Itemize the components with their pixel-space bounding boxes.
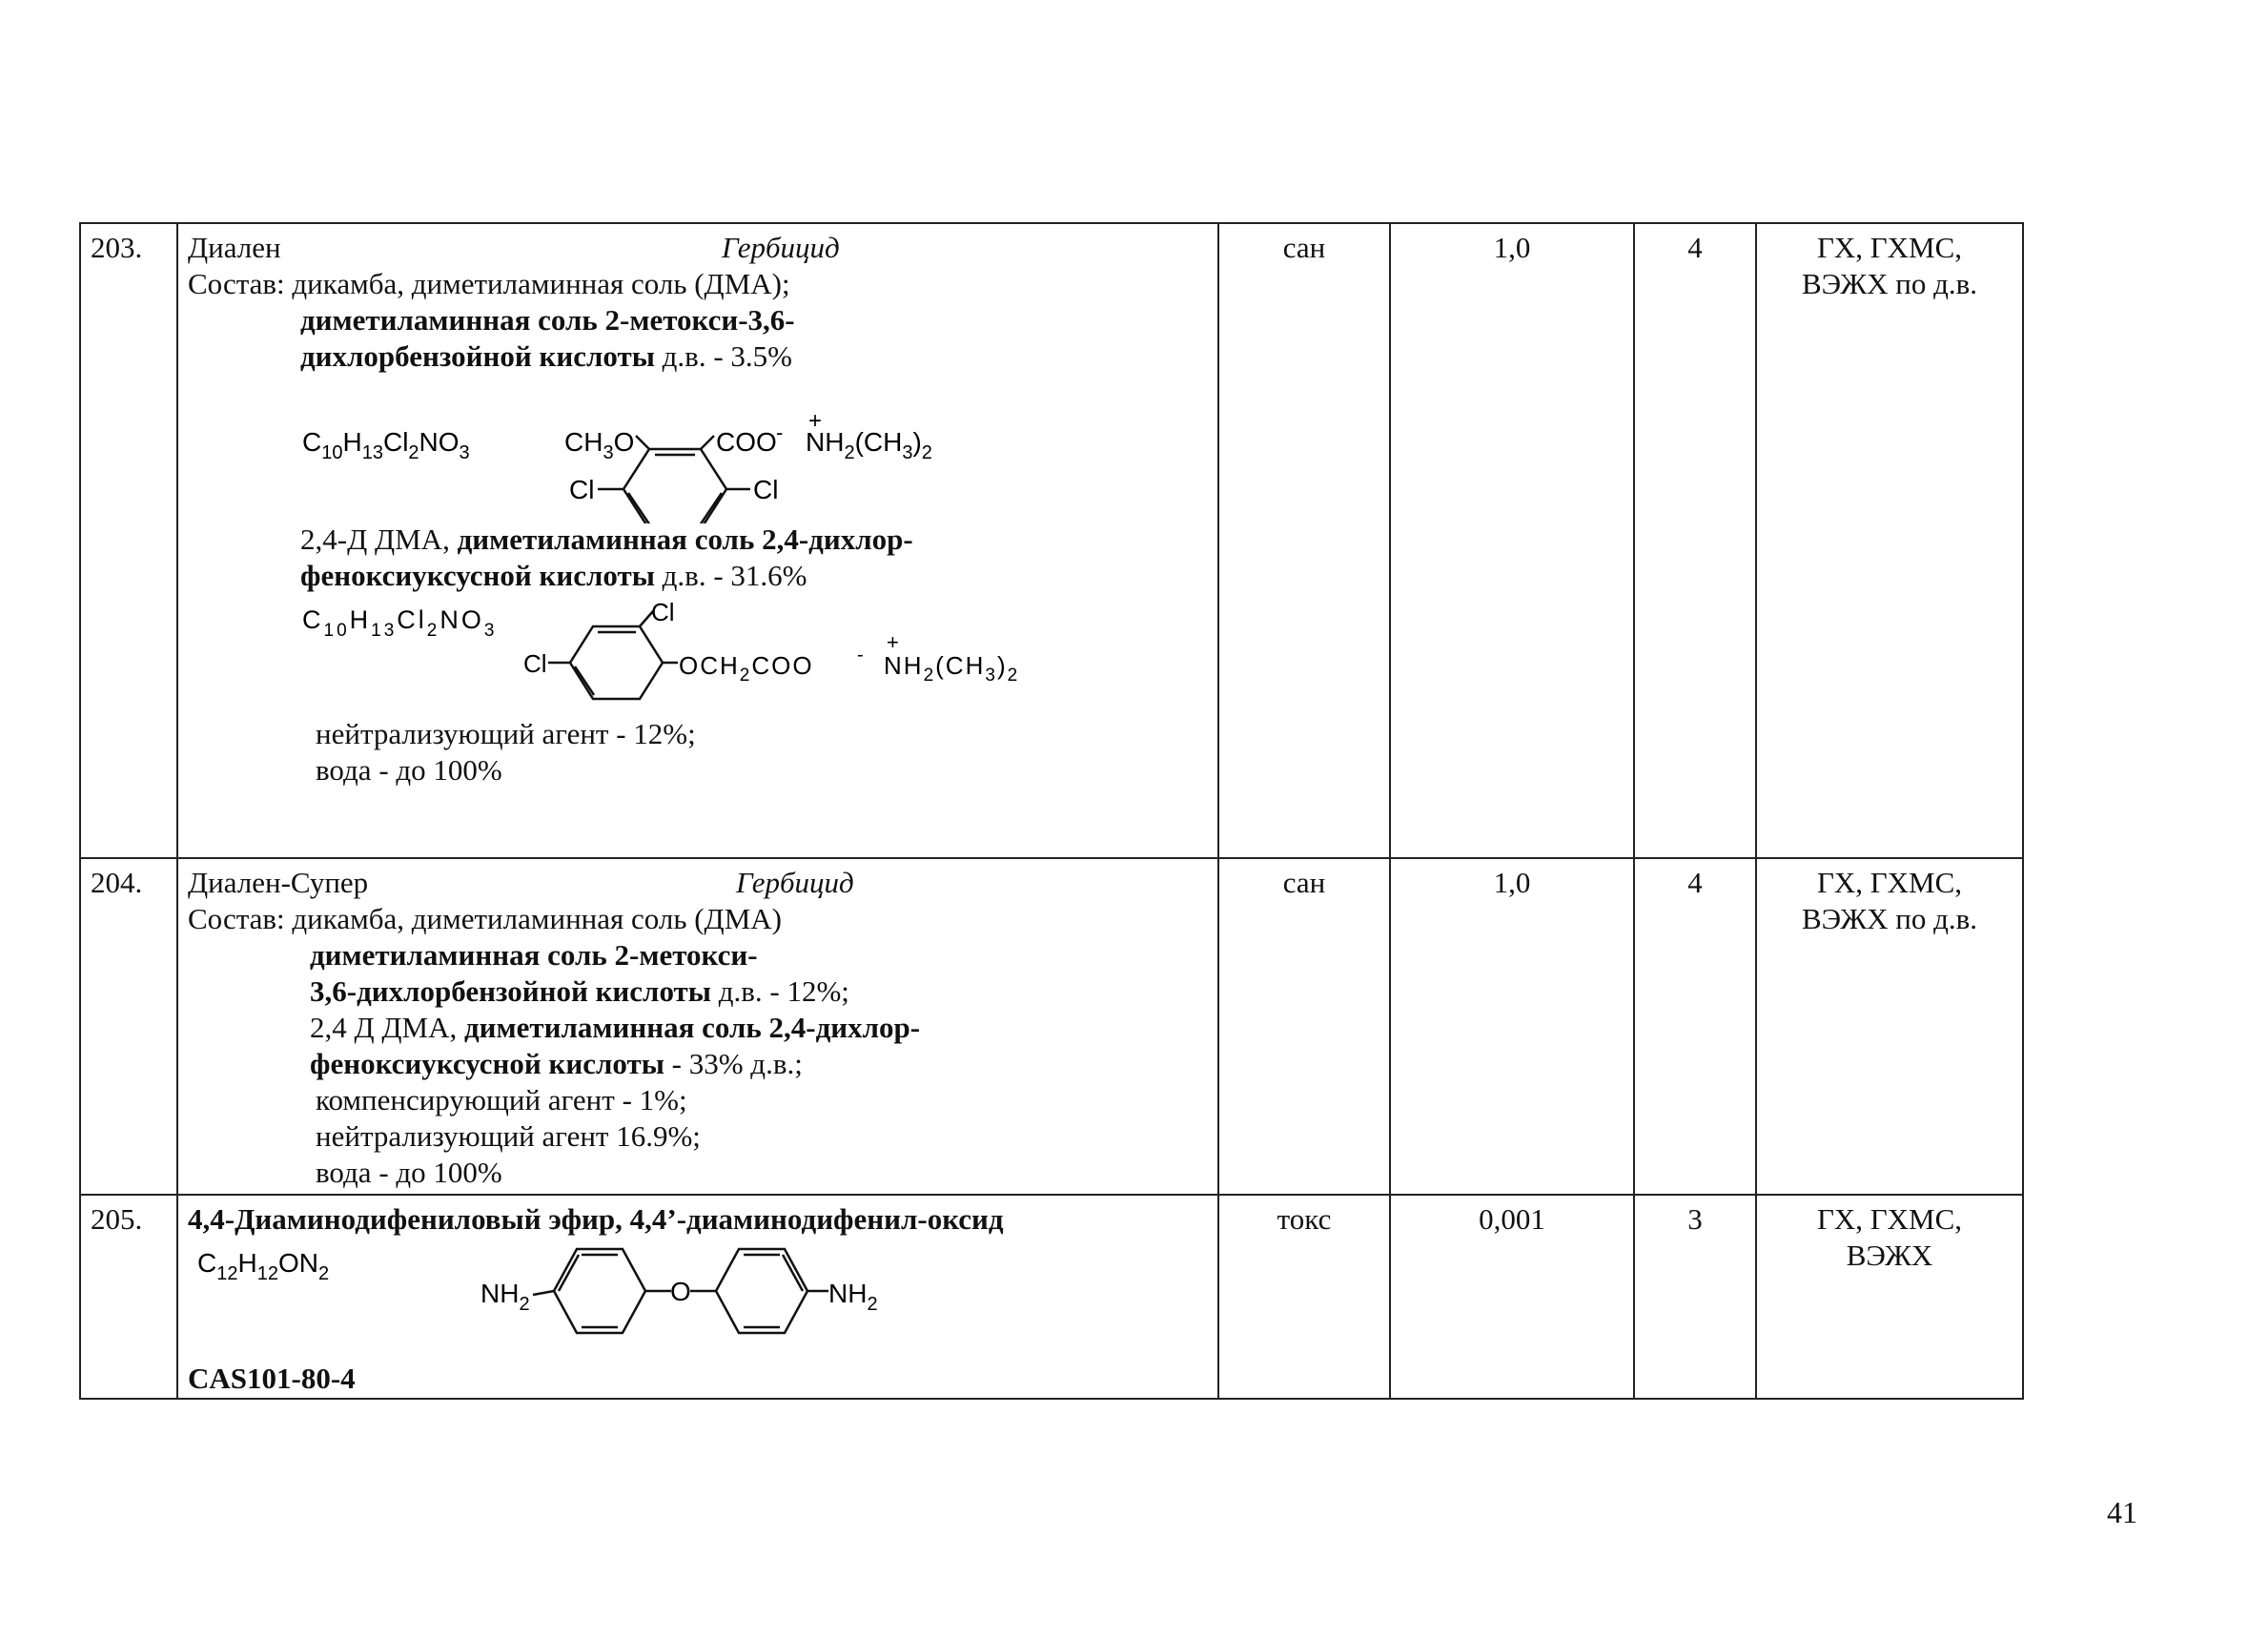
component-1-name-a: диметиламинная соль 2-метокси-3,6-: [300, 303, 795, 337]
substance-type: Гербицид: [736, 866, 854, 899]
substance-name: Диален: [188, 231, 281, 264]
substance-description: [177, 1195, 1218, 1399]
24d-structure: [188, 600, 1189, 712]
component-2-content: - 33% д.в.;: [664, 1047, 803, 1080]
water-content: вода - до 100%: [316, 1156, 502, 1189]
method-line-2: ВЭЖХ по д.в.: [1801, 902, 1978, 935]
method-line-1: ГХ, ГХМС,: [1816, 866, 1963, 899]
analysis-method: [1756, 223, 2023, 858]
method-line-1: ГХ, ГХМС,: [1816, 1202, 1963, 1236]
chloro-para: Cl: [523, 649, 547, 678]
chloro-right: Cl: [753, 475, 779, 504]
composition-intro: дикамба, диметиламинная соль (ДМА): [292, 902, 782, 935]
ether-oxygen: O: [670, 1277, 691, 1306]
table-row-203: [80, 223, 2023, 858]
methoxy-label: $CH_3O$: [564, 427, 635, 463]
component-1-name-b: дихлорбензойной кислоты: [300, 339, 655, 373]
table-row-204: [80, 858, 2023, 1195]
substance-description: [177, 223, 1218, 858]
component-1-name-a: диметиламинная соль 2-метокси-: [310, 938, 758, 972]
composition-label: Состав:: [188, 902, 285, 935]
neutralizing-agent: нейтрализующий агент 16.9%;: [316, 1119, 701, 1153]
oxyacetate-charge: -: [857, 645, 864, 666]
hazard-criterion: сан: [1218, 858, 1390, 1195]
norm-value: 0,001: [1390, 1195, 1634, 1399]
row-number: 205.: [80, 1195, 177, 1399]
water-content: вода - до 100%: [316, 753, 502, 787]
analysis-method: [1756, 858, 2023, 1195]
amino-right: $NH_2$: [828, 1279, 878, 1315]
method-line-2: ВЭЖХ по д.в.: [1801, 267, 1978, 300]
norm-value: 1,0: [1390, 223, 1634, 858]
component-1-content: д.в. - 12%;: [710, 974, 849, 1008]
substance-description: [177, 858, 1218, 1195]
method-line-1: ГХ, ГХМС,: [1816, 231, 1963, 264]
chloro-left: Cl: [569, 475, 595, 504]
component-1-content: д.в. - 3.5%: [654, 339, 792, 373]
carboxylate-charge: -: [776, 420, 784, 444]
component-1-name-b: 3,6-дихлорбензойной кислоты: [310, 974, 711, 1008]
component-2-content: д.в. - 31.6%: [654, 559, 807, 592]
composition-label: Состав:: [188, 267, 285, 300]
neutralizing-agent: нейтрализующий агент - 12%;: [316, 717, 696, 750]
substance-type: Гербицид: [722, 231, 840, 264]
compensating-agent: компенсирующий агент - 1%;: [316, 1083, 687, 1117]
hazard-class: 3: [1634, 1195, 1756, 1399]
ammonium-charge-2: +: [887, 630, 899, 654]
component-2-name-a: диметиламинная соль 2,4-дихлор-: [457, 522, 913, 556]
hazard-criterion: токс: [1218, 1195, 1390, 1399]
row-number: 203.: [80, 223, 177, 858]
composition-intro: дикамба, диметиламинная соль (ДМА);: [292, 267, 790, 300]
chloro-ortho: Cl: [651, 600, 675, 626]
substance-name: 4,4-Диаминодифениловый эфир, 4,4’-диаминодифенил-оксид: [188, 1202, 1004, 1236]
component-2-abbrev: 2,4-Д ДМА,: [300, 522, 458, 556]
carboxylate-label: COO: [716, 427, 777, 457]
method-line-2: ВЭЖХ: [1846, 1239, 1933, 1272]
component-2-name-b: феноксиуксусной кислоты: [300, 559, 655, 592]
hazard-class: 4: [1634, 858, 1756, 1195]
formula-1-c: C: [302, 427, 322, 457]
norm-value: 1,0: [1390, 858, 1634, 1195]
amino-left: $NH_2$: [480, 1279, 530, 1315]
table-row-205: [80, 1195, 2023, 1399]
substance-table: [79, 222, 2024, 1400]
hazard-criterion: сан: [1218, 223, 1390, 858]
component-2-name-a: диметиламинная соль 2,4-дихлор-: [464, 1011, 921, 1044]
analysis-method: [1756, 1195, 2023, 1399]
dicamba-structure: [188, 380, 1189, 523]
formula-3: $C_{12}H_{12}ON_2$: [197, 1248, 330, 1284]
component-2-abbrev: 2,4 Д ДМА,: [310, 1011, 464, 1044]
formula-1: $C_{10}H_{13}Cl_2NO_3$: [302, 427, 470, 463]
formula-2: $C_{10}H_{13}Cl_2NO_3$: [302, 605, 498, 641]
ammonium-charge: +: [808, 408, 823, 434]
row-number: 204.: [80, 858, 177, 1195]
diaminodiphenyl-ether-structure: [188, 1243, 1189, 1353]
substance-name: Диален-Супер: [188, 866, 369, 899]
component-2-name-b: феноксиуксусной кислоты: [310, 1047, 664, 1080]
hazard-class: 4: [1634, 223, 1756, 858]
ammonium-label-2: $NH_2(CH_3)_2$: [884, 651, 1020, 686]
ammonium-label: $NH_2(CH_3)_2$: [806, 427, 932, 463]
cas-number: CAS101-80-4: [188, 1362, 356, 1395]
page-number: 41: [2107, 1495, 2137, 1529]
oxyacetate-label: $OCH_2COO$: [679, 651, 814, 686]
